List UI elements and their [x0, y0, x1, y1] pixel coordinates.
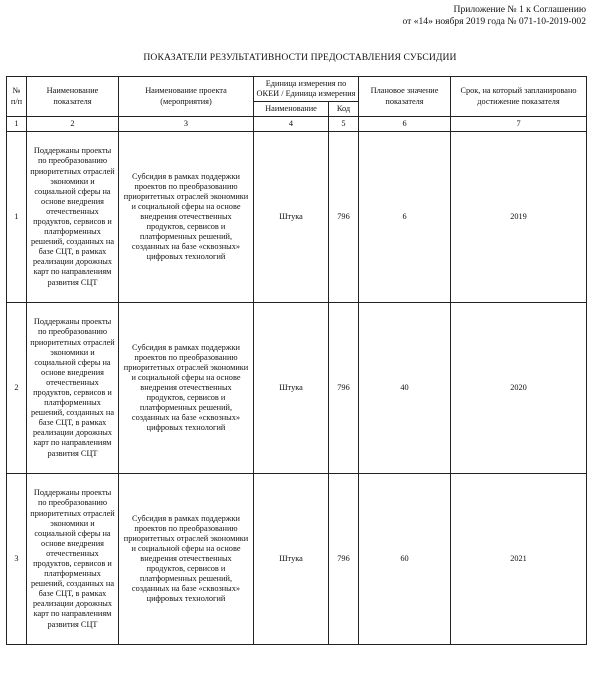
column-number-row [7, 117, 587, 132]
header-unit-group: Единица измерения по ОКЕИ / Единица измерения [254, 77, 359, 102]
row-num: 1 [7, 132, 27, 303]
column-number: 1 [7, 117, 27, 132]
row-deadline: 2021 [451, 474, 587, 645]
row-num: 3 [7, 474, 27, 645]
indicators-table [6, 76, 587, 645]
column-number: 6 [359, 117, 451, 132]
header-indicator: Наименование показателя [27, 77, 119, 117]
row-indicator: Поддержаны проекты по преобразованию приоритетных отраслей экономики и социальной сферы на основе внедрения отечественных продуктов, сервисов и платформенных решений, созданных на базе СЦТ, в рамках реализации дорожных карт по направлениям развития СЦТ [27, 474, 119, 645]
row-indicator: Поддержаны проекты по преобразованию приоритетных отраслей экономики и социальной сферы на основе внедрения отечественных продуктов, сервисов и платформенных решений, созданных на базе СЦТ, в рамках реализации дорожных карт по направлениям развития СЦТ [27, 132, 119, 303]
table-row [7, 132, 587, 303]
column-number: 5 [329, 117, 359, 132]
row-indicator: Поддержаны проекты по преобразованию приоритетных отраслей экономики и социальной сферы на основе внедрения отечественных продуктов, сервисов и платформенных решений, созданных на базе СЦТ, в рамках реализации дорожных карт по направлениям развития СЦТ [27, 303, 119, 474]
row-unit-code: 796 [329, 132, 359, 303]
row-unit-code: 796 [329, 303, 359, 474]
appendix-note [402, 4, 586, 28]
row-unit-name: Штука [254, 132, 329, 303]
row-deadline: 2019 [451, 132, 587, 303]
row-planned: 40 [359, 303, 451, 474]
row-planned: 6 [359, 132, 451, 303]
header-planned: Плановое значение показателя [359, 77, 451, 117]
row-deadline: 2020 [451, 303, 587, 474]
row-unit-name: Штука [254, 474, 329, 645]
row-unit-code: 796 [329, 474, 359, 645]
row-num: 2 [7, 303, 27, 474]
header-project: Наименование проекта (мероприятия) [119, 77, 254, 117]
header-num: № п/п [7, 77, 27, 117]
row-planned: 60 [359, 474, 451, 645]
column-number: 2 [27, 117, 119, 132]
row-unit-name: Штука [254, 303, 329, 474]
column-number: 7 [451, 117, 587, 132]
row-project: Субсидия в рамках поддержки проектов по преобразованию приоритетных отраслей экономики и социальной сферы на основе внедрения отечественных продуктов, сервисов и платформенных решений, созданных на базе «сквозных» цифровых технологий [119, 132, 254, 303]
column-number: 4 [254, 117, 329, 132]
column-number: 3 [119, 117, 254, 132]
row-project: Субсидия в рамках поддержки проектов по преобразованию приоритетных отраслей экономики и социальной сферы на основе внедрения отечественных продуктов, сервисов и платформенных решений, созданных на базе «сквозных» цифровых технологий [119, 303, 254, 474]
header-deadline: Срок, на который запланировано достижение показателя [451, 77, 587, 117]
appendix-line-2: от «14» ноября 2019 года № 071-10-2019-002 [402, 16, 586, 27]
header-row [7, 77, 587, 102]
header-unit-code: Код [329, 102, 359, 117]
table-row [7, 303, 587, 474]
document-title: ПОКАЗАТЕЛИ РЕЗУЛЬТАТИВНОСТИ ПРЕДОСТАВЛЕНИЯ СУБСИДИИ [143, 52, 457, 63]
appendix-line-1: Приложение № 1 к Соглашению [453, 4, 586, 15]
table-row [7, 474, 587, 645]
header-unit-name: Наименование [254, 102, 329, 117]
row-project: Субсидия в рамках поддержки проектов по преобразованию приоритетных отраслей экономики и социальной сферы на основе внедрения отечественных продуктов, сервисов и платформенных решений, созданных на базе «сквозных» цифровых технологий [119, 474, 254, 645]
